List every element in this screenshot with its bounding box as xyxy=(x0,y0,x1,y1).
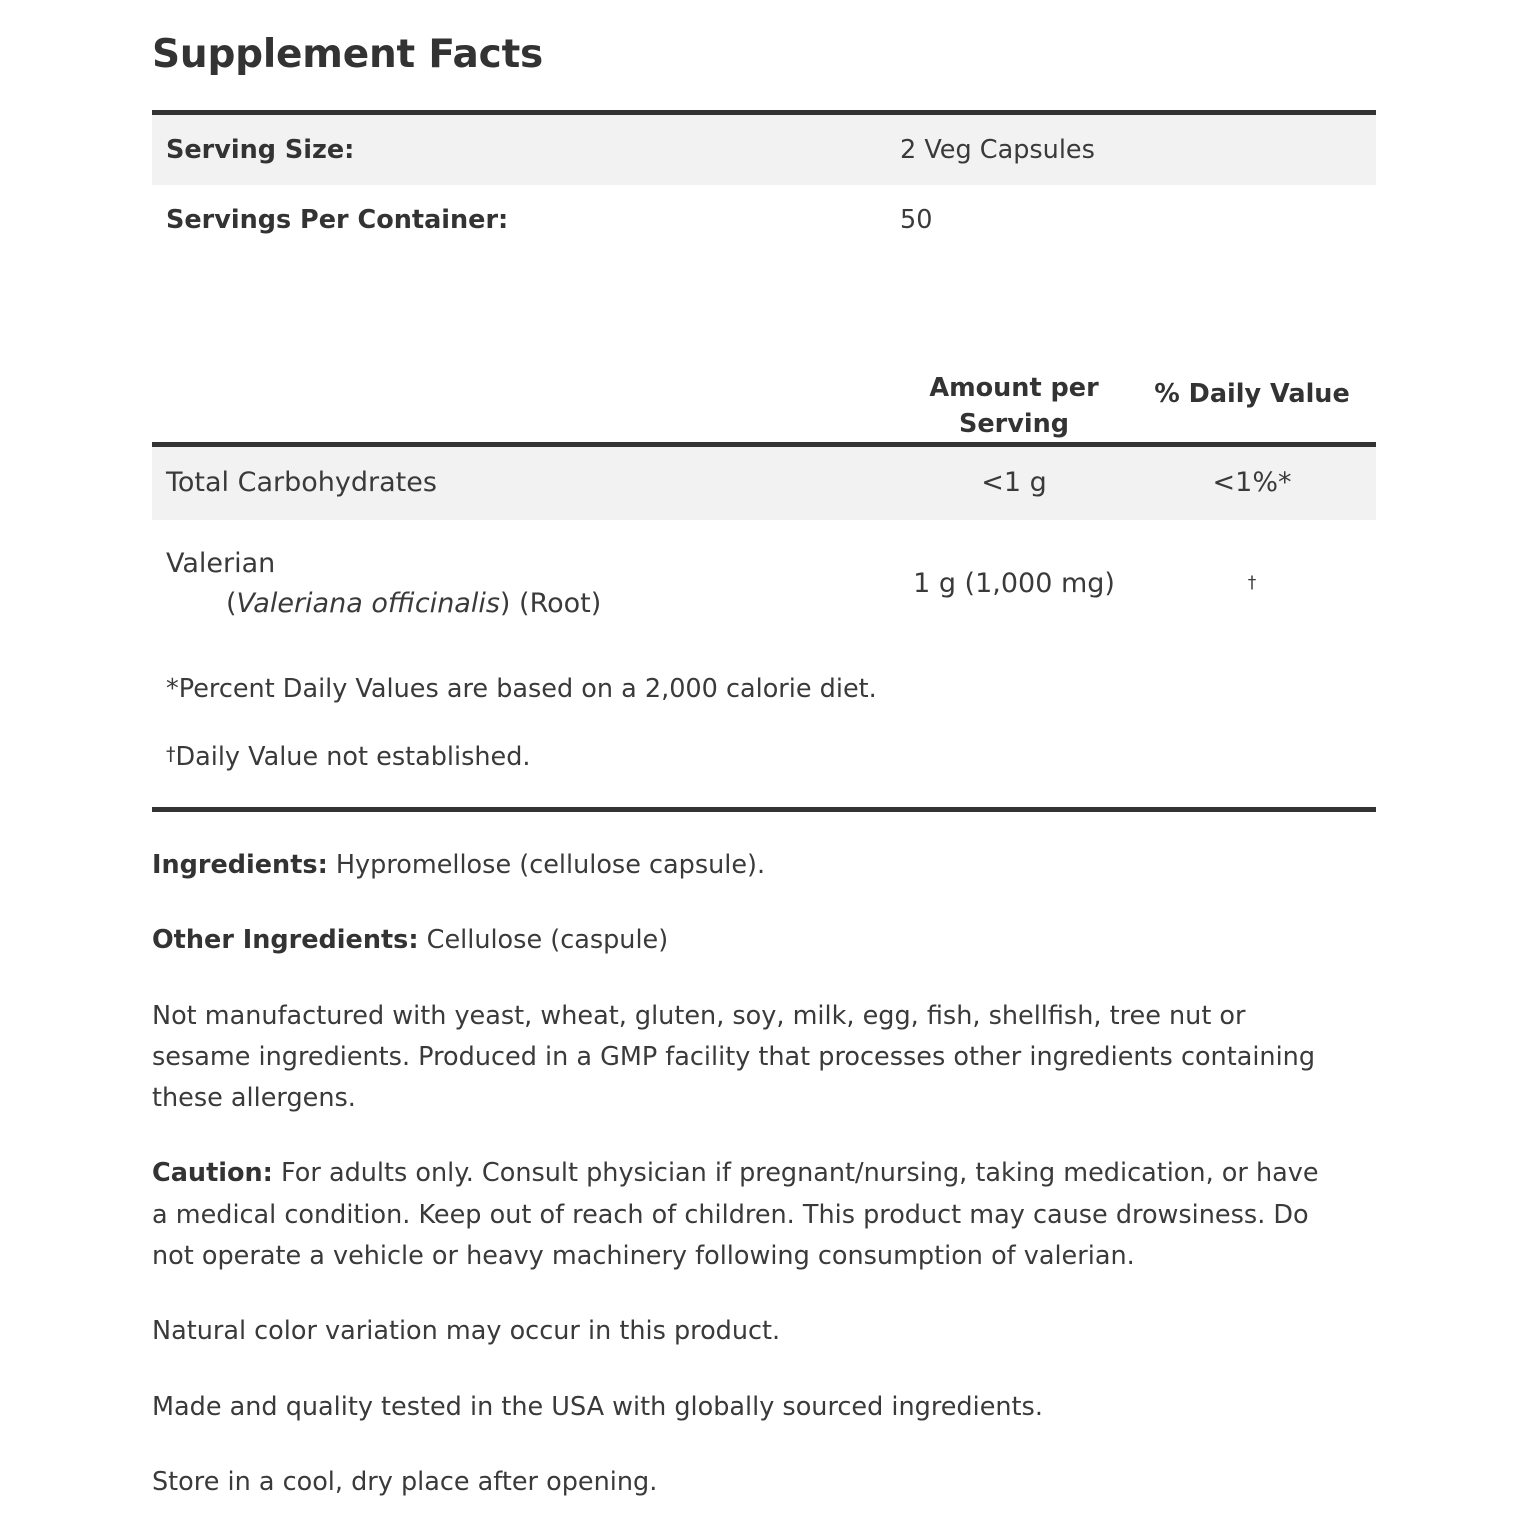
ingredients-label: Ingredients: xyxy=(152,850,328,880)
column-header-daily-value: % Daily Value xyxy=(1154,378,1350,409)
column-header-amount-per-serving xyxy=(900,370,1128,442)
caution-paragraph xyxy=(152,1153,1337,1277)
column-headers-row xyxy=(152,338,1376,442)
color-variation-statement: Natural color variation may occur in this product. xyxy=(152,1316,781,1347)
nutrient-name xyxy=(152,544,900,625)
footnote-percent-daily-value: *Percent Daily Values are based on a 2,000 calorie diet. xyxy=(166,674,877,704)
serving-size-label: Serving Size: xyxy=(166,135,355,165)
other-ingredients-text: Cellulose (caspule) xyxy=(418,925,669,956)
page-title: Supplement Facts xyxy=(152,32,544,77)
amount-header-line1: Amount per xyxy=(929,372,1099,403)
nutrient-daily-value: † xyxy=(1247,573,1257,594)
other-ingredients-label: Other Ingredients: xyxy=(152,925,419,956)
servings-per-container-value: 50 xyxy=(900,205,933,235)
caution-label: Caution: xyxy=(152,1158,273,1189)
serving-size-value: 2 Veg Capsules xyxy=(900,135,1095,165)
valerian-scientific-name: Valeriana officinalis xyxy=(236,588,500,619)
ingredients-paragraph xyxy=(152,845,1337,886)
amount-header-line2: Serving xyxy=(958,408,1069,439)
paren-close-part: ) (Root) xyxy=(499,588,602,619)
dagger-marker: † xyxy=(166,743,176,766)
other-ingredients-paragraph xyxy=(152,920,1337,961)
nutrient-amount: 1 g (1,000 mg) xyxy=(913,567,1115,599)
nutrient-name: Total Carbohydrates xyxy=(166,467,437,499)
valerian-botanical-line xyxy=(166,584,900,625)
table-spacer xyxy=(152,255,1376,338)
valerian-common-name: Valerian xyxy=(166,547,276,579)
allergen-statement: Not manufactured with yeast, wheat, gluten, soy, milk, egg, fish, shellfish, tree nut or sesame ingredients. Produced in a GMP facility that processes other ingredients containing these allergens. xyxy=(152,1000,1316,1114)
nutrient-amount: <1 g xyxy=(981,467,1047,499)
body-copy-section xyxy=(152,845,1337,1537)
footnote-2-text: Daily Value not established. xyxy=(175,742,531,773)
ingredients-text: Hypromellose (cellulose capsule). xyxy=(327,850,766,880)
footnote-daily-value-not-established xyxy=(152,738,1376,776)
nutrient-daily-value: <1%* xyxy=(1212,467,1292,499)
paren-open: ( xyxy=(226,588,237,619)
serving-size-row xyxy=(152,115,1376,185)
table-row xyxy=(152,447,1376,520)
servings-per-container-row xyxy=(152,185,1376,255)
table-row xyxy=(152,520,1376,648)
table-bottom-rule xyxy=(152,807,1376,812)
servings-per-container-label: Servings Per Container: xyxy=(166,205,509,235)
storage-statement: Store in a cool, dry place after opening. xyxy=(152,1466,658,1497)
caution-text: For adults only. Consult physician if pregnant/nursing, taking medication, or have a medical condition. Keep out of reach of children. This product may cause drowsiness. Do not operate a vehicle or heavy machinery following consumption of valerian. xyxy=(152,1158,1319,1272)
made-in-usa-statement: Made and quality tested in the USA with globally sourced ingredients. xyxy=(152,1391,1043,1422)
supplement-facts-table xyxy=(152,110,1376,812)
